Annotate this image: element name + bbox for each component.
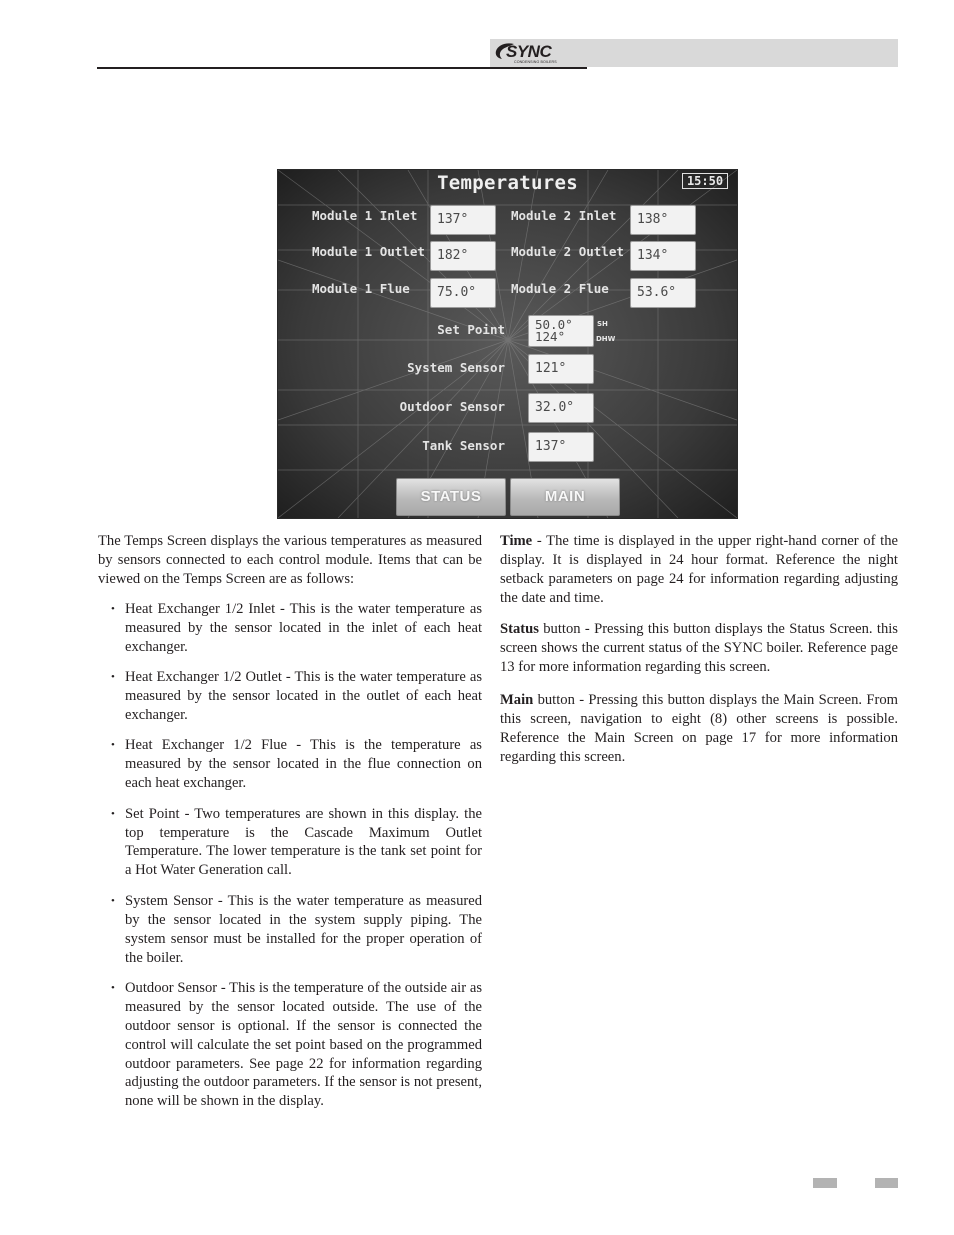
module-1-outlet-label: Module 1 Outlet [312, 244, 425, 259]
module-2-flue-label: Module 2 Flue [511, 281, 609, 296]
set-point-label: Set Point [437, 322, 505, 337]
module-2-outlet-label: Module 2 Outlet [511, 244, 624, 259]
screen-clock: 15:50 [682, 173, 728, 189]
set-point-dhw-value: 124° [535, 329, 566, 344]
module-2-outlet-value: 134° [630, 241, 696, 271]
list-item [111, 736, 482, 793]
time-term: Time [500, 533, 533, 549]
bullet-icon: • [111, 603, 115, 615]
module-1-outlet-value: 182° [430, 241, 496, 271]
list-item [111, 805, 482, 881]
list-item [111, 668, 482, 725]
module-2-flue-value: 53.6° [630, 278, 696, 308]
temperatures-screen [277, 169, 738, 519]
status-term: Status [500, 621, 539, 637]
list-item-text: Heat Exchanger 1/2 Flue - This is the temperature as measured by the sensor located in the flue connection on each heat exchanger. [125, 737, 482, 792]
status-description [500, 620, 898, 677]
module-1-inlet-value: 137° [430, 205, 496, 235]
set-point-dhw-tag: DHW [596, 335, 616, 343]
set-point-sh-value: 50.0° [535, 317, 573, 332]
list-item-text: System Sensor - This is the water temperature as measured by the sensor located in the system supply piping. The system sensor must be installed for the proper operation of the boiler. [125, 892, 482, 966]
temperature-items-list [111, 600, 482, 1123]
footer-tab-right [875, 1178, 898, 1188]
module-1-flue-label: Module 1 Flue [312, 281, 410, 296]
list-item-text: Set Point - Two temperatures are shown in this display. the top temperature is the Cascade Maximum Outlet Temperature. The lower temperature is the tank set point for a Hot Water Generation call. [125, 805, 482, 879]
bullet-icon: • [111, 981, 115, 994]
list-item-text: Outdoor Sensor - This is the temperature of the outside air as measured by the sensor located outside. The use of the outdoor sensor is optional. If the sensor is connected the control will calculate the set point based on the programmed outdoor parameters. See page 22 for information regarding adjusting the outdoor parameters. If the sensor is not present, none will be shown in the display. [125, 979, 482, 1110]
set-point-sh-tag: SH [597, 320, 608, 328]
tank-sensor-value: 137° [528, 432, 594, 462]
bullet-icon: • [111, 739, 115, 752]
screen-title: Temperatures [437, 172, 578, 194]
system-sensor-label: System Sensor [407, 360, 505, 375]
list-item [111, 979, 482, 1111]
status-text: button - Pressing this button displays the Status Screen. this screen shows the current status of the SYNC boiler. Reference page 13 for more information regarding this screen. [500, 621, 898, 675]
list-item-text: Heat Exchanger 1/2 Inlet - This is the water temperature as measured by the sensor located in the inlet of each heat exchanger. [125, 601, 482, 655]
system-sensor-value: 121° [528, 354, 594, 384]
list-item [111, 892, 482, 968]
tank-sensor-label: Tank Sensor [422, 438, 505, 453]
module-1-inlet-label: Module 1 Inlet [312, 208, 418, 223]
bullet-icon: • [111, 807, 115, 820]
bullet-icon: • [111, 671, 115, 684]
module-2-inlet-value: 138° [630, 205, 696, 235]
intro-paragraph: The Temps Screen displays the various temperatures as measured by sensors connected to each control module. Items that can be viewed on the Temps Screen are as follows: [98, 533, 482, 587]
sync-logo [494, 41, 564, 67]
status-button[interactable]: STATUS [396, 478, 506, 516]
main-term: Main [500, 692, 534, 708]
outdoor-sensor-value: 32.0° [528, 393, 594, 423]
time-description [500, 532, 898, 608]
main-description [500, 691, 898, 767]
module-1-flue-value: 75.0° [430, 278, 496, 308]
logo-subtext: CONDENSING BOILERS [514, 60, 557, 64]
main-button[interactable]: MAIN [510, 478, 620, 516]
main-text: button - Pressing this button displays the Main Screen. From this screen, navigation to eight (8) other screens is possible. Reference the Main Screen on page 17 for more information regarding this screen. [500, 692, 898, 765]
list-item [111, 600, 482, 657]
header-rule [97, 67, 587, 69]
footer-tab-left [813, 1178, 837, 1188]
time-text: - The time is displayed in the upper right-hand corner of the display. It is displayed in 24 hour format. Reference the night setback parameters on page 24 for information regarding adjusting the date and time. [500, 533, 898, 606]
logo-wordmark: SYNC [506, 42, 552, 61]
set-point-value-box [528, 315, 594, 347]
list-item-text: Heat Exchanger 1/2 Outlet - This is the water temperature as measured by the sensor located in the outlet of each heat exchanger. [125, 669, 482, 724]
outdoor-sensor-label: Outdoor Sensor [399, 399, 505, 414]
module-2-inlet-label: Module 2 Inlet [511, 208, 617, 223]
bullet-icon: • [111, 894, 115, 907]
